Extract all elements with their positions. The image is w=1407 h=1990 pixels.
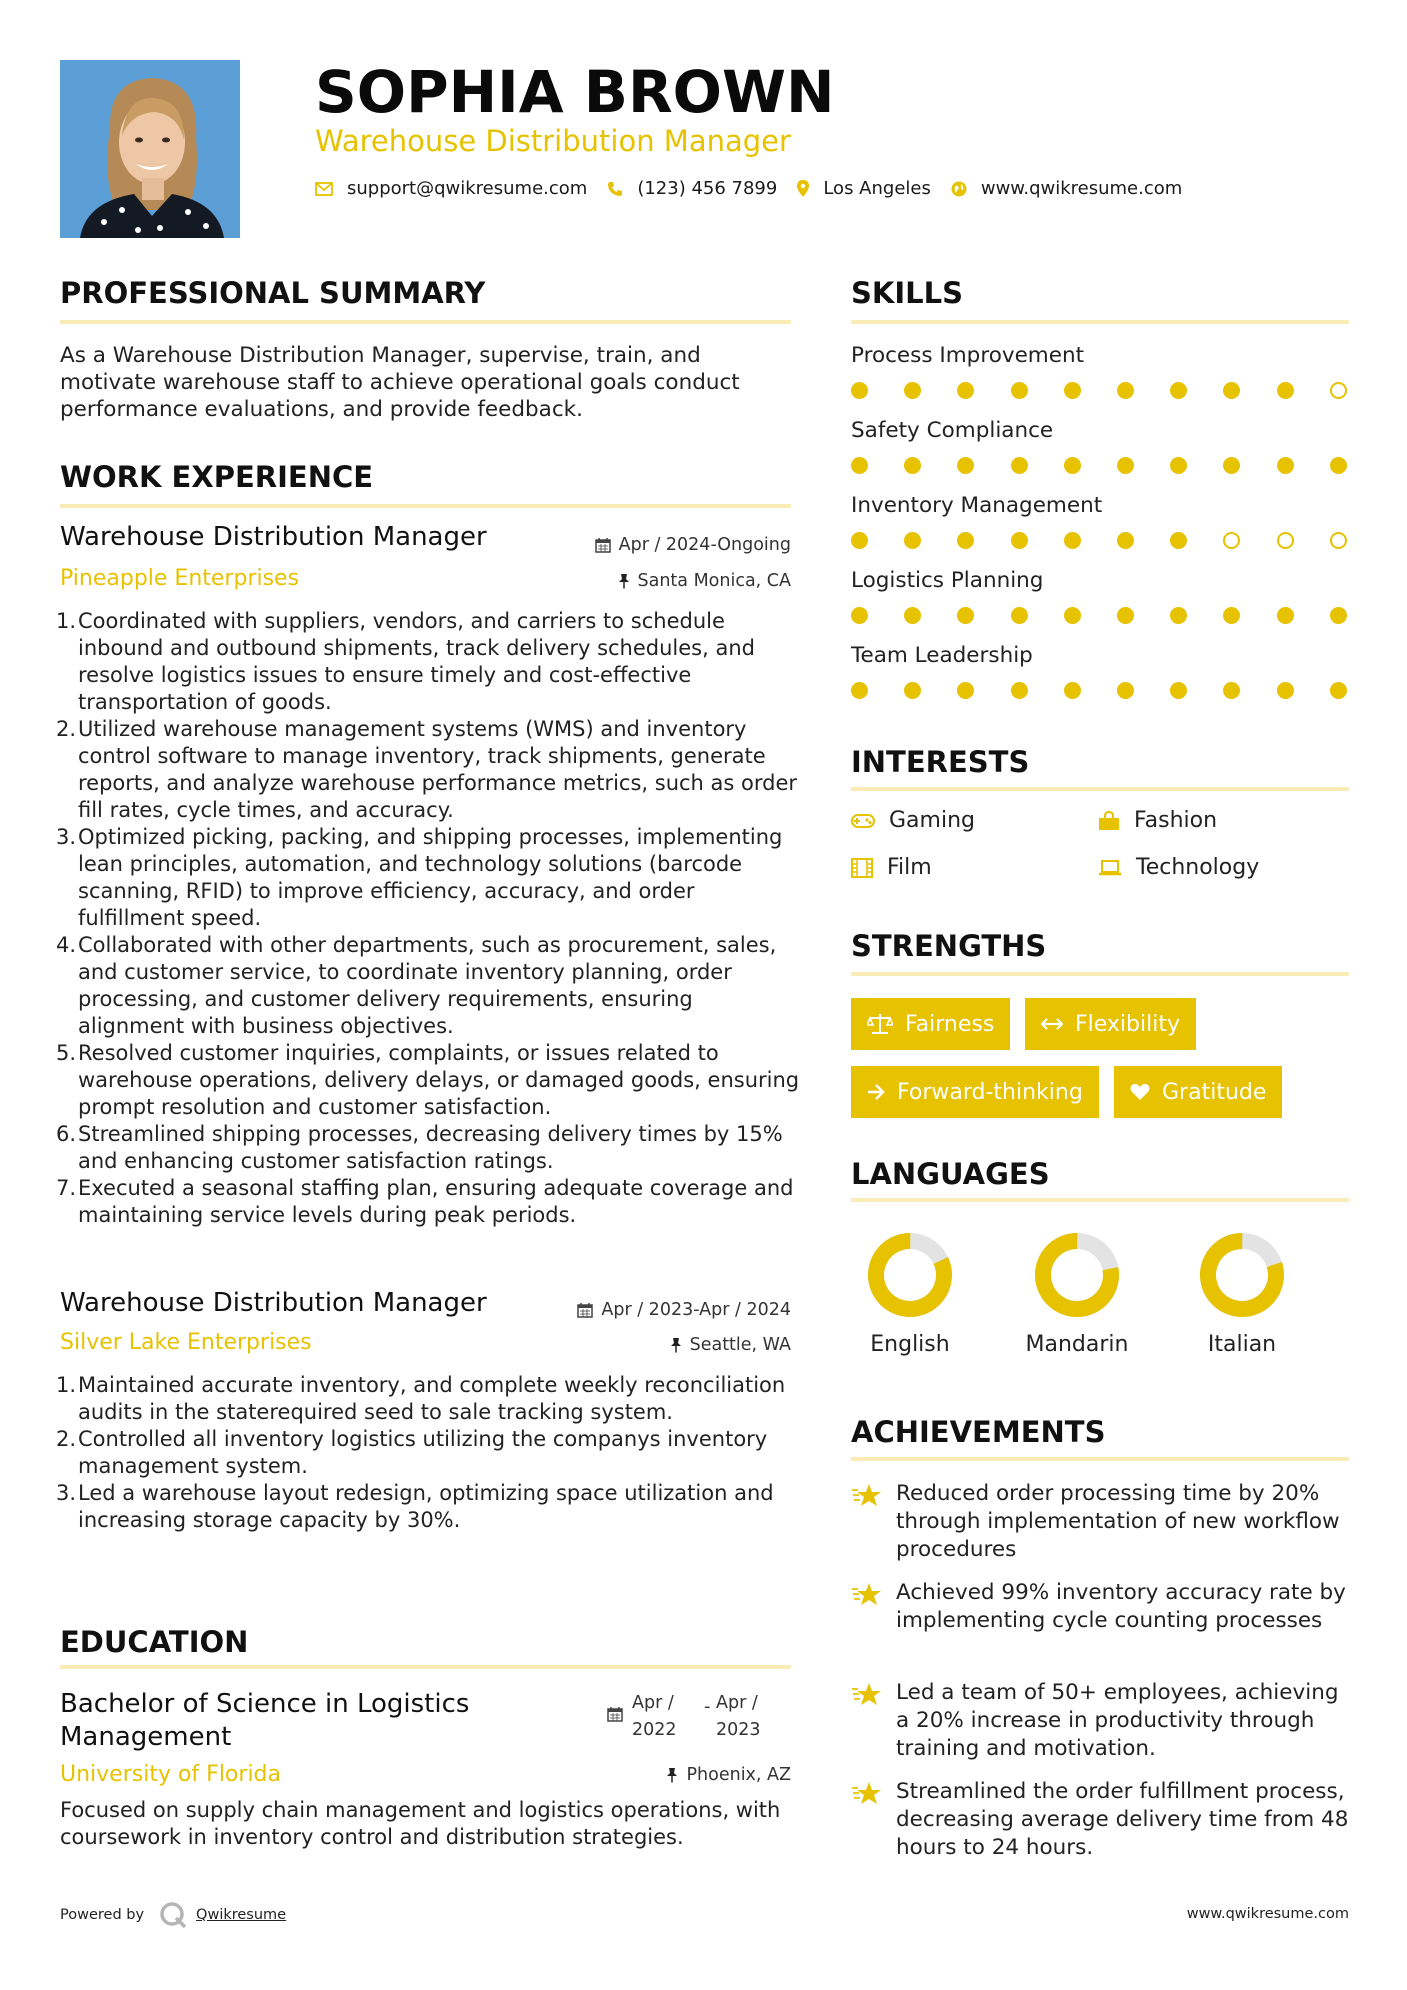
skill-dot-filled — [1170, 382, 1187, 399]
job-date-text: Apr / 2024-Ongoing — [618, 535, 791, 555]
calendar-icon — [607, 1706, 623, 1722]
skill-dot-filled — [1011, 532, 1028, 549]
list-item: 6. Streamlined shipping processes, decreasing delivery times by 15% and enhancing customer satisfaction ratings. — [56, 1122, 783, 1173]
skill-dot-empty — [1330, 532, 1347, 549]
language-ring — [1034, 1232, 1120, 1318]
job-title: Warehouse Distribution Manager — [60, 1288, 487, 1318]
star-badge-icon — [851, 1581, 883, 1607]
calendar-icon — [577, 1302, 593, 1318]
email-text: support@qwikresume.com — [347, 178, 588, 199]
skill-dot-filled — [904, 607, 921, 624]
summary-text: As a Warehouse Distribution Manager, supervise, train, and motivate warehouse staff to achieve operational goals conduct performance evaluations, and provide feedback. — [60, 343, 740, 422]
interest-item: Gaming — [851, 808, 975, 833]
language-item — [997, 1232, 1157, 1357]
shopping-bag-icon — [1098, 811, 1120, 831]
skill-dot-filled — [957, 607, 974, 624]
skill-dot-filled — [1011, 457, 1028, 474]
map-pin-icon — [797, 180, 809, 197]
pushpin-icon — [666, 1767, 678, 1783]
interests-heading: INTERESTS — [851, 745, 1030, 779]
skill-rating — [851, 680, 1349, 700]
school-name: University of Florida — [60, 1762, 281, 1787]
skill-dot-filled — [1064, 532, 1081, 549]
star-badge-icon — [851, 1681, 883, 1707]
skill-dot-filled — [1117, 457, 1134, 474]
list-item: 1. Coordinated with suppliers, vendors, and carriers to schedule inbound and outbound shipments, track delivery schedules, and resolve logistics issues to ensure timely and cost-effective transportation of goods. — [56, 609, 755, 714]
list-item: 2. Utilized warehouse management systems (WMS) and inventory control software to manage inventory, track shipments, generate reports, and analyze warehouse performance metrics, such as order fill rates, cycle times, and accuracy. — [56, 717, 798, 822]
languages-divider — [851, 1198, 1349, 1202]
contact-bar — [315, 178, 1202, 199]
skill-dot-filled — [1011, 682, 1028, 699]
edu-date-separator: - — [704, 1697, 711, 1717]
contact-email[interactable] — [315, 178, 587, 199]
skill-dot-filled — [904, 532, 921, 549]
skill-dot-filled — [1064, 382, 1081, 399]
pushpin-icon — [618, 573, 630, 589]
website-text: www.qwikresume.com — [980, 178, 1183, 199]
gamepad-icon — [851, 814, 875, 828]
experience-divider — [60, 504, 791, 508]
phone-text: (123) 456 7899 — [637, 178, 778, 199]
skill-rating — [851, 530, 1349, 550]
achievements-heading: ACHIEVEMENTS — [851, 1415, 1106, 1449]
skills-divider — [851, 320, 1349, 324]
skill-dot-filled — [1277, 682, 1294, 699]
footer-url[interactable]: www.qwikresume.com — [1186, 1906, 1349, 1922]
edu-date-start: Apr / 2022 — [632, 1693, 677, 1740]
skill-dot-filled — [1117, 607, 1134, 624]
skill-dot-filled — [1223, 607, 1240, 624]
language-item — [1162, 1232, 1322, 1357]
summary-heading: PROFESSIONAL SUMMARY — [60, 276, 486, 310]
skill-dot-filled — [1117, 682, 1134, 699]
language-ring-fill — [867, 1232, 953, 1318]
skill-dot-filled — [1223, 457, 1240, 474]
list-item: 2. Controlled all inventory logistics utilizing the companys inventory management system. — [56, 1427, 768, 1478]
skill-dot-filled — [1064, 457, 1081, 474]
skill-dot-filled — [1117, 382, 1134, 399]
skill-dot-filled — [1223, 382, 1240, 399]
skill-dot-filled — [851, 682, 868, 699]
strengths-divider — [851, 972, 1349, 976]
language-name: English — [870, 1332, 950, 1357]
job-location-text: Santa Monica, CA — [637, 571, 791, 591]
star-badge-icon — [851, 1482, 883, 1508]
skill-dot-filled — [957, 682, 974, 699]
interest-item: Film — [851, 855, 932, 880]
list-item: 5. Resolved customer inquiries, complaints, or issues related to warehouse operations, delivery delays, or damaged goods, ensuring prompt resolution and customer satisfaction. — [56, 1041, 800, 1119]
star-badge-icon — [851, 1780, 883, 1806]
skill-dot-filled — [1064, 682, 1081, 699]
job-bullets — [56, 1372, 800, 1534]
skill-dot-filled — [1117, 532, 1134, 549]
job-date — [577, 1300, 791, 1320]
skill-name: Inventory Management — [851, 493, 1103, 518]
edu-location-text: Phoenix, AZ — [686, 1765, 791, 1785]
interest-item: Fashion — [1098, 808, 1217, 833]
language-ring — [867, 1232, 953, 1318]
language-name: Italian — [1207, 1332, 1277, 1357]
globe-icon — [951, 181, 967, 197]
skill-dot-empty — [1330, 382, 1347, 399]
skill-name: Process Improvement — [851, 343, 1085, 368]
list-item: 3. Led a warehouse layout redesign, optimizing space utilization and increasing storage capacity by 30%. — [56, 1481, 774, 1532]
company-name: Silver Lake Enterprises — [60, 1330, 312, 1355]
strength-tag: Gratitude — [1114, 1066, 1282, 1118]
candidate-name: SOPHIA BROWN — [315, 58, 835, 126]
edu-date-end: Apr / 2023 — [716, 1693, 761, 1740]
summary-divider — [60, 320, 791, 324]
languages-heading: LANGUAGES — [851, 1157, 1050, 1191]
skill-dot-filled — [1170, 532, 1187, 549]
job-location — [618, 571, 792, 591]
skill-rating — [851, 605, 1349, 625]
language-ring-fill — [1199, 1232, 1285, 1318]
strength-tag: Flexibility — [1025, 998, 1196, 1050]
skill-dot-filled — [1170, 457, 1187, 474]
qwikresume-logo-icon — [158, 1900, 188, 1930]
degree-title: Bachelor of Science in Logistics Management — [60, 1689, 470, 1752]
skills-heading: SKILLS — [851, 276, 963, 310]
language-item — [830, 1232, 990, 1357]
edu-location — [666, 1765, 791, 1785]
company-name: Pineapple Enterprises — [60, 566, 300, 591]
achievement-item: Led a team of 50+ employees, achieving a 20% increase in productivity through training and motivation. — [851, 1679, 1351, 1763]
achievement-item: Reduced order processing time by 20% through implementation of new workflow procedures — [851, 1480, 1351, 1564]
education-divider — [60, 1665, 791, 1669]
skill-dot-filled — [1277, 457, 1294, 474]
scale-icon — [867, 1013, 893, 1035]
skill-name: Safety Compliance — [851, 418, 1054, 443]
profile-photo — [60, 60, 240, 238]
powered-by-label: Powered by — [60, 1907, 145, 1923]
achievements-divider — [851, 1457, 1349, 1461]
job-location-text: Seattle, WA — [689, 1335, 791, 1355]
job-bullets — [56, 608, 800, 1229]
skill-dot-empty — [1277, 532, 1294, 549]
skill-name: Team Leadership — [851, 643, 1033, 668]
achievement-item: Achieved 99% inventory accuracy rate by implementing cycle counting processes — [851, 1579, 1351, 1635]
skill-dot-filled — [957, 382, 974, 399]
achievement-item: Streamlined the order fulfillment process, decreasing average delivery time from 48 hours to 24 hours. — [851, 1778, 1351, 1862]
envelope-icon — [315, 182, 333, 196]
contact-location — [797, 178, 931, 199]
skill-dot-filled — [904, 382, 921, 399]
contact-website[interactable] — [951, 178, 1182, 199]
location-text: Los Angeles — [823, 178, 931, 199]
strength-tag: Forward-thinking — [851, 1066, 1099, 1118]
skill-dot-filled — [1277, 382, 1294, 399]
skill-dot-filled — [851, 532, 868, 549]
language-name: Mandarin — [1025, 1332, 1129, 1357]
strengths-heading: STRENGTHS — [851, 929, 1047, 963]
job-title: Warehouse Distribution Manager — [60, 522, 487, 552]
education-description: Focused on supply chain management and logistics operations, with coursework in inventory control and distribution strategies. — [60, 1798, 781, 1849]
skill-dot-filled — [1330, 607, 1347, 624]
skill-dot-filled — [1277, 607, 1294, 624]
skill-name: Logistics Planning — [851, 568, 1044, 593]
skill-dot-filled — [1011, 382, 1028, 399]
list-item: 3. Optimized picking, packing, and shipping processes, implementing lean principles, automation, and technology solutions (barcode scanning, RFID) to improve efficiency, accuracy, and order fulfillment speed. — [56, 825, 783, 930]
powered-by — [60, 1900, 286, 1930]
contact-phone[interactable] — [607, 178, 777, 199]
skill-dot-filled — [1170, 607, 1187, 624]
phone-icon — [607, 181, 623, 197]
arrows-horizontal-icon — [1041, 1018, 1063, 1030]
list-item: 1. Maintained accurate inventory, and complete weekly reconciliation audits in the staterequired seed to sale tracking system. — [56, 1373, 786, 1424]
interests-divider — [851, 787, 1349, 791]
list-item: 4. Collaborated with other departments, such as procurement, sales, and customer service, to coordinate inventory planning, order processing, and customer delivery requirements, ensuring alignment with business objectives. — [56, 933, 777, 1038]
interest-item: Technology — [1098, 855, 1259, 880]
skill-dot-filled — [1064, 607, 1081, 624]
candidate-title: Warehouse Distribution Manager — [315, 124, 791, 158]
brand-link[interactable]: Qwikresume — [196, 1907, 287, 1923]
skill-dot-filled — [1223, 682, 1240, 699]
skill-dot-filled — [957, 457, 974, 474]
skill-dot-filled — [904, 457, 921, 474]
experience-heading: WORK EXPERIENCE — [60, 460, 374, 494]
skill-dot-filled — [851, 382, 868, 399]
laptop-icon — [1098, 860, 1122, 876]
pushpin-icon — [670, 1337, 682, 1353]
skill-rating — [851, 380, 1349, 400]
arrow-right-icon — [867, 1084, 885, 1100]
education-heading: EDUCATION — [60, 1625, 249, 1659]
skill-dot-filled — [957, 532, 974, 549]
skill-dot-filled — [851, 457, 868, 474]
heart-icon — [1130, 1083, 1150, 1101]
skill-dot-empty — [1223, 532, 1240, 549]
strength-tag: Fairness — [851, 998, 1010, 1050]
language-ring — [1199, 1232, 1285, 1318]
list-item: 7. Executed a seasonal staffing plan, ensuring adequate coverage and maintaining service levels during peak periods. — [56, 1176, 794, 1227]
skill-dot-filled — [1011, 607, 1028, 624]
calendar-icon — [595, 537, 611, 553]
film-icon — [851, 858, 873, 878]
skill-rating — [851, 455, 1349, 475]
job-date — [595, 535, 791, 555]
skill-dot-filled — [1330, 682, 1347, 699]
job-date-text: Apr / 2023-Apr / 2024 — [601, 1300, 791, 1320]
skill-dot-filled — [1330, 457, 1347, 474]
skill-dot-filled — [851, 607, 868, 624]
skill-dot-filled — [1170, 682, 1187, 699]
skill-dot-filled — [904, 682, 921, 699]
job-location — [670, 1335, 791, 1355]
